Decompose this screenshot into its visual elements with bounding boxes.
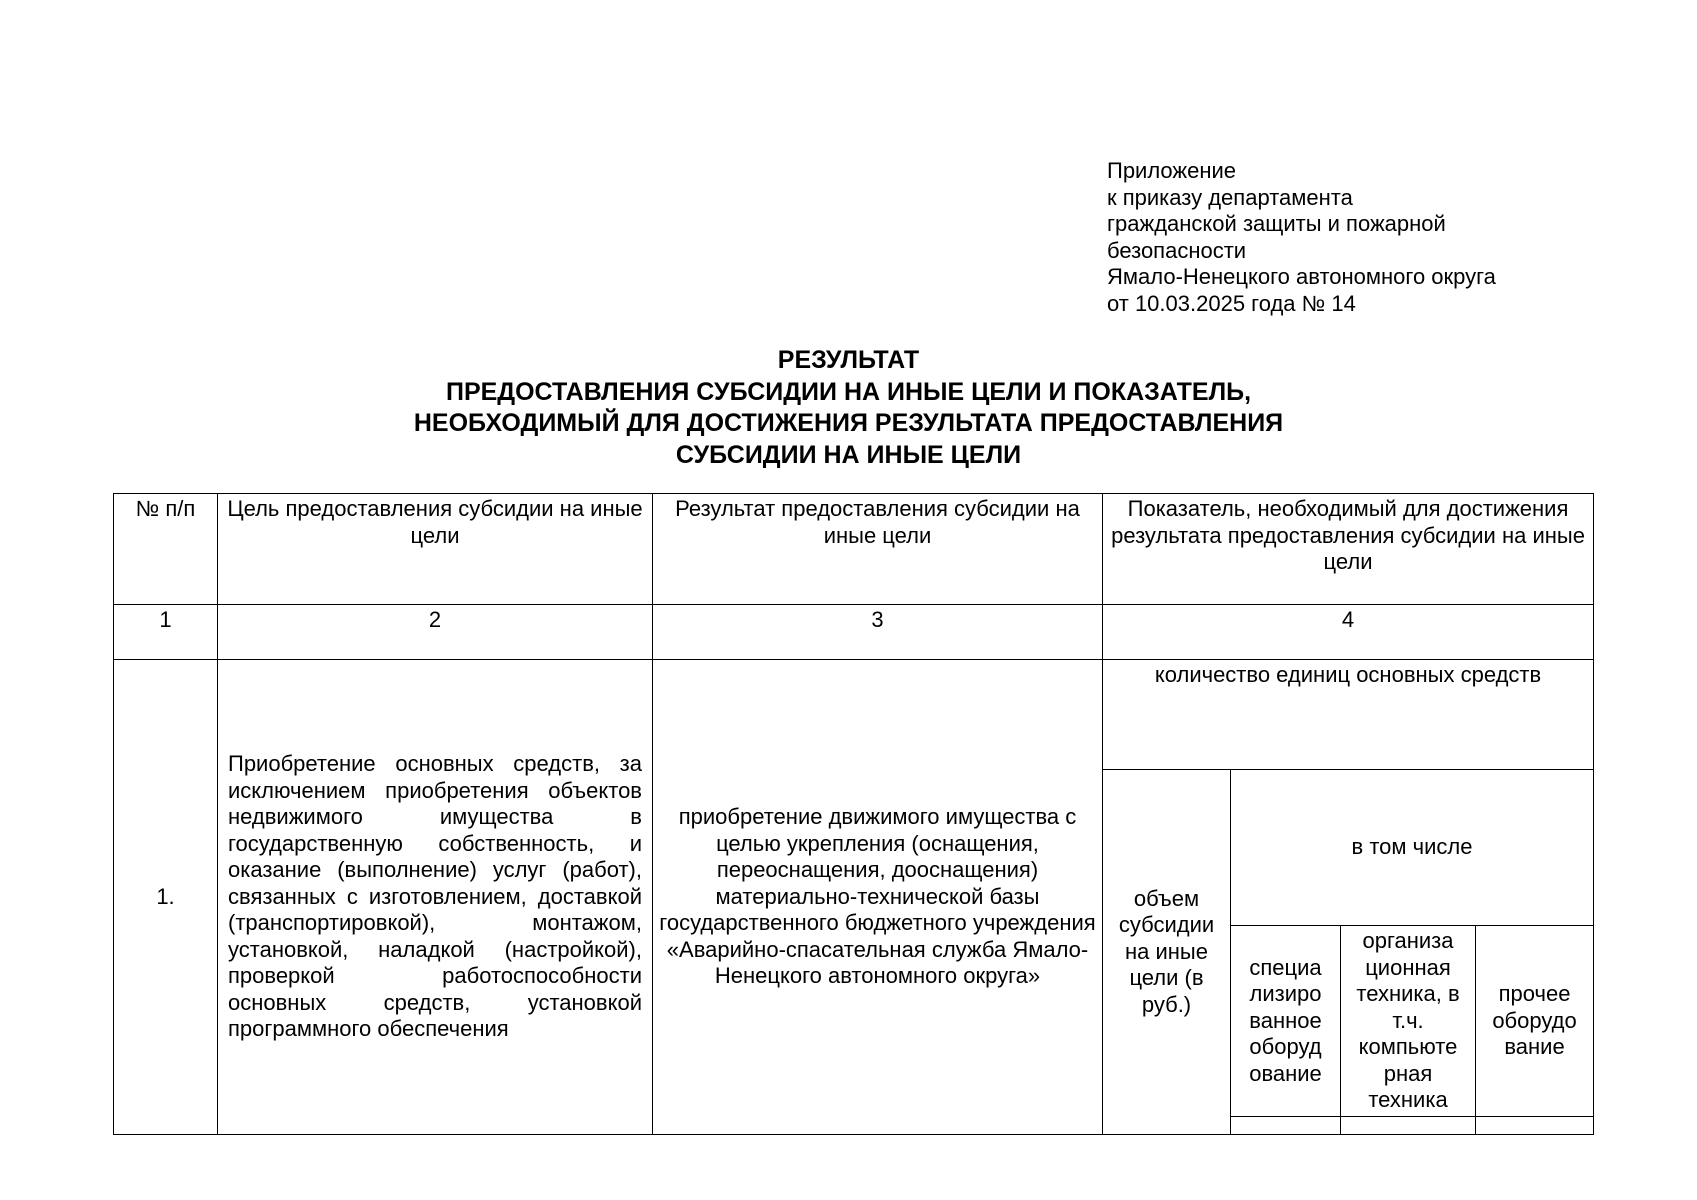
title-line: РЕЗУЛЬТАТ: [777, 346, 920, 374]
column-number-1: 1: [114, 605, 218, 660]
other-equipment-cell: прочее оборудо вание: [1476, 926, 1594, 1117]
row-number: 1.: [114, 660, 218, 1135]
result-table: [113, 493, 1594, 1135]
header-num: № п/п: [114, 494, 218, 605]
title-line: СУБСИДИИ НА ИНЫЕ ЦЕЛИ: [675, 440, 1022, 469]
including-cell: в том числе: [1231, 770, 1594, 926]
goal-cell: Приобретение основных средств, за исключением приобретения объектов недвижимого имущества в государственную собственность, и оказание (выполнение) услуг (работ), связанных с изготовлением, доставкой (транспортировкой), монтажом, установкой, наладкой (настройкой), проверкой работоспособности основных средств, установкой программного обеспечения: [218, 660, 653, 1135]
document-title: [0, 345, 1697, 471]
appendix-block: [1107, 158, 1496, 317]
org-equipment-cell: организа ционная техника, в т.ч. компьюте рная техника: [1341, 926, 1476, 1117]
title-line: ПРЕДОСТАВЛЕНИЯ СУБСИДИИ НА ИНЫЕ ЦЕЛИ И ПОКАЗАТЕЛЬ,: [445, 377, 1252, 406]
appendix-line: к приказу департамента: [1107, 184, 1353, 210]
header-goal: Цель предоставления субсидии на иные цели: [218, 494, 653, 605]
appendix-line: гражданской защиты и пожарной: [1107, 211, 1446, 236]
special-equipment-cell: специа лизиро ванное оборуд ование: [1231, 926, 1341, 1117]
column-number-3: 3: [653, 605, 1103, 660]
header-result: Результат предоставления субсидии на иные цели: [653, 494, 1103, 605]
indicator-title: количество единиц основных средств: [1103, 660, 1594, 770]
column-number-4: 4: [1103, 605, 1594, 660]
title-line: НЕОБХОДИМЫЙ ДЛЯ ДОСТИЖЕНИЯ РЕЗУЛЬТАТА ПРЕДОСТАВЛЕНИЯ: [413, 409, 1284, 437]
appendix-line: Приложение: [1107, 158, 1237, 183]
appendix-line: Ямало-Ненецкого автономного округа: [1107, 264, 1496, 289]
appendix-line: безопасности: [1107, 237, 1247, 263]
volume-cell: объем субсидии на иные цели (в руб.): [1103, 770, 1231, 1135]
column-number-2: 2: [218, 605, 653, 660]
result-cell: приобретение движимого имущества с целью укрепления (оснащения, переоснащения, дооснащения) материально-технической базы государственного бюджетного учреждения «Аварийно-спасательная служба Ямало-Ненецкого автономного округа»: [653, 660, 1103, 1135]
appendix-line: от 10.03.2025 года № 14: [1107, 290, 1356, 316]
header-indicator: Показатель, необходимый для достижения результата предоставления субсидии на иные цели: [1103, 494, 1594, 605]
